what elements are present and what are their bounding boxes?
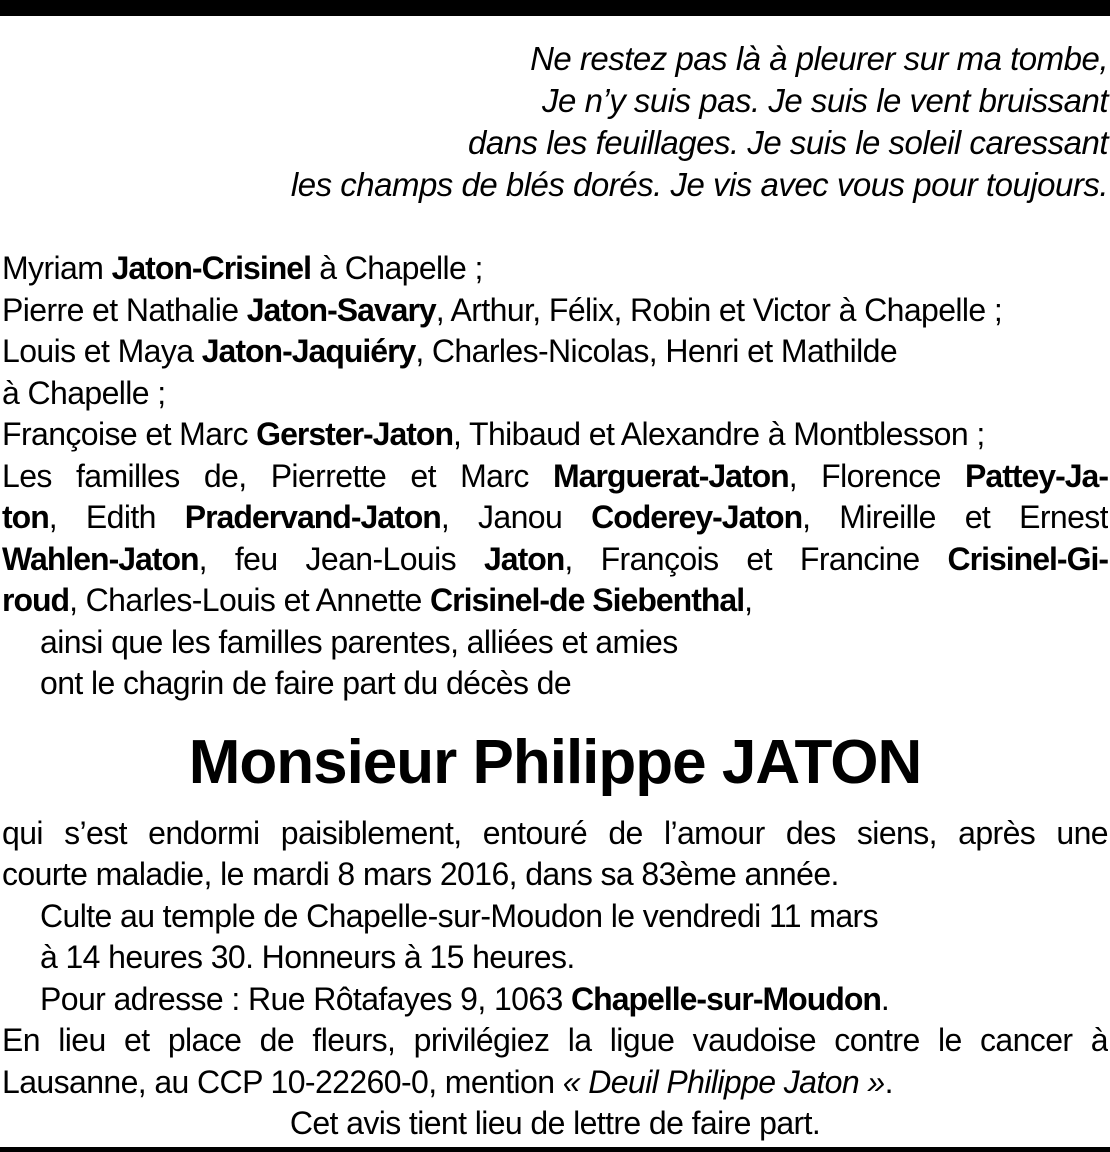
family-surname: Pradervand-Jaton: [184, 499, 441, 535]
address-locality: Chapelle-sur-Moudon: [571, 980, 881, 1017]
family-line: ainsi que les familles parentes, alliées et amies: [40, 623, 678, 660]
family-surname: roud: [2, 582, 70, 618]
details-line: qui s’est endormi paisiblement, entouré de l’amour des siens, après une: [2, 814, 1108, 851]
family-surname: Jaton-Crisinel: [111, 250, 311, 286]
family-line: Pierre et Nathalie Jaton-Savary, Arthur, Félix, Robin et Victor à Chapelle ;: [2, 291, 1003, 328]
address-line: Pour adresse : Rue Rôtafayes 9, 1063 Chapelle-sur-Moudon.: [40, 980, 890, 1017]
epigraph-poem: [291, 38, 1108, 206]
family-line: Françoise et Marc Gerster-Jaton, Thibaud et Alexandre à Montblesson ;: [2, 416, 985, 452]
details-line: Lausanne, au CCP 10-22260-0, mention « Deuil Philippe Jaton ».: [2, 1063, 893, 1100]
family-line: Louis et Maya Jaton-Jaquiéry, Charles-Nicolas, Henri et Mathilde: [2, 333, 898, 369]
details-line: courte maladie, le mardi 8 mars 2016, dans sa 83ème année.: [2, 856, 839, 892]
family-surname: Pattey-Ja-: [965, 457, 1108, 494]
top-border-rule: [0, 0, 1110, 16]
family-line: ton, Edith Pradervand-Jaton, Janou Coderey-Jaton, Mireille et Ernest: [2, 499, 1108, 535]
poem-line: Je n’y suis pas. Je suis le vent bruissant: [542, 82, 1108, 119]
family-line: Wahlen-Jaton, feu Jean-Louis Jaton, François et Francine Crisinel-Gi-: [2, 540, 1108, 577]
family-surname: Marguerat-Jaton: [552, 457, 789, 494]
notice-body: [2, 248, 1108, 1145]
family-surname: Jaton-Jaquiéry: [201, 333, 416, 369]
poem-line: les champs de blés dorés. Je vis avec vous pour toujours.: [290, 166, 1108, 203]
family-line: Myriam Jaton-Crisinel à Chapelle ;: [2, 250, 483, 286]
family-line: roud, Charles-Louis et Annette Crisinel-de Siebenthal,: [2, 582, 753, 618]
deceased-name-heading: Monsieur Philippe JATON: [188, 727, 922, 797]
family-surname: ton: [2, 499, 49, 535]
family-surname: Wahlen-Jaton: [2, 540, 199, 577]
bottom-border-rule: [0, 1147, 1110, 1152]
family-line: Les familles de, Pierrette et Marc Marguerat-Jaton, Florence Pattey-Ja-: [2, 457, 1108, 494]
family-surname: Jaton-Savary: [246, 291, 436, 328]
donation-mention: « Deuil Philippe Jaton »: [562, 1063, 885, 1100]
family-surname: Crisinel-Gi-: [947, 540, 1108, 577]
poem-line: Ne restez pas là à pleurer sur ma tombe,: [530, 40, 1108, 77]
closing-line: Cet avis tient lieu de lettre de faire part.: [289, 1105, 821, 1141]
details-line: En lieu et place de fleurs, privilégiez la ligue vaudoise contre le cancer à: [2, 1022, 1108, 1058]
poem-line: dans les feuillages. Je suis le soleil caressant: [467, 124, 1108, 161]
family-surname: Crisinel-de Siebenthal: [430, 582, 745, 618]
family-line: à Chapelle ;: [2, 374, 166, 411]
family-surname: Gerster-Jaton: [256, 416, 454, 452]
details-line: Culte au temple de Chapelle-sur-Moudon le vendredi 11 mars: [40, 897, 878, 934]
family-surname: Coderey-Jaton: [591, 499, 803, 535]
family-line: ont le chagrin de faire part du décès de: [40, 665, 572, 701]
details-line: à 14 heures 30. Honneurs à 15 heures.: [40, 939, 575, 975]
family-surname: Jaton: [483, 540, 565, 577]
